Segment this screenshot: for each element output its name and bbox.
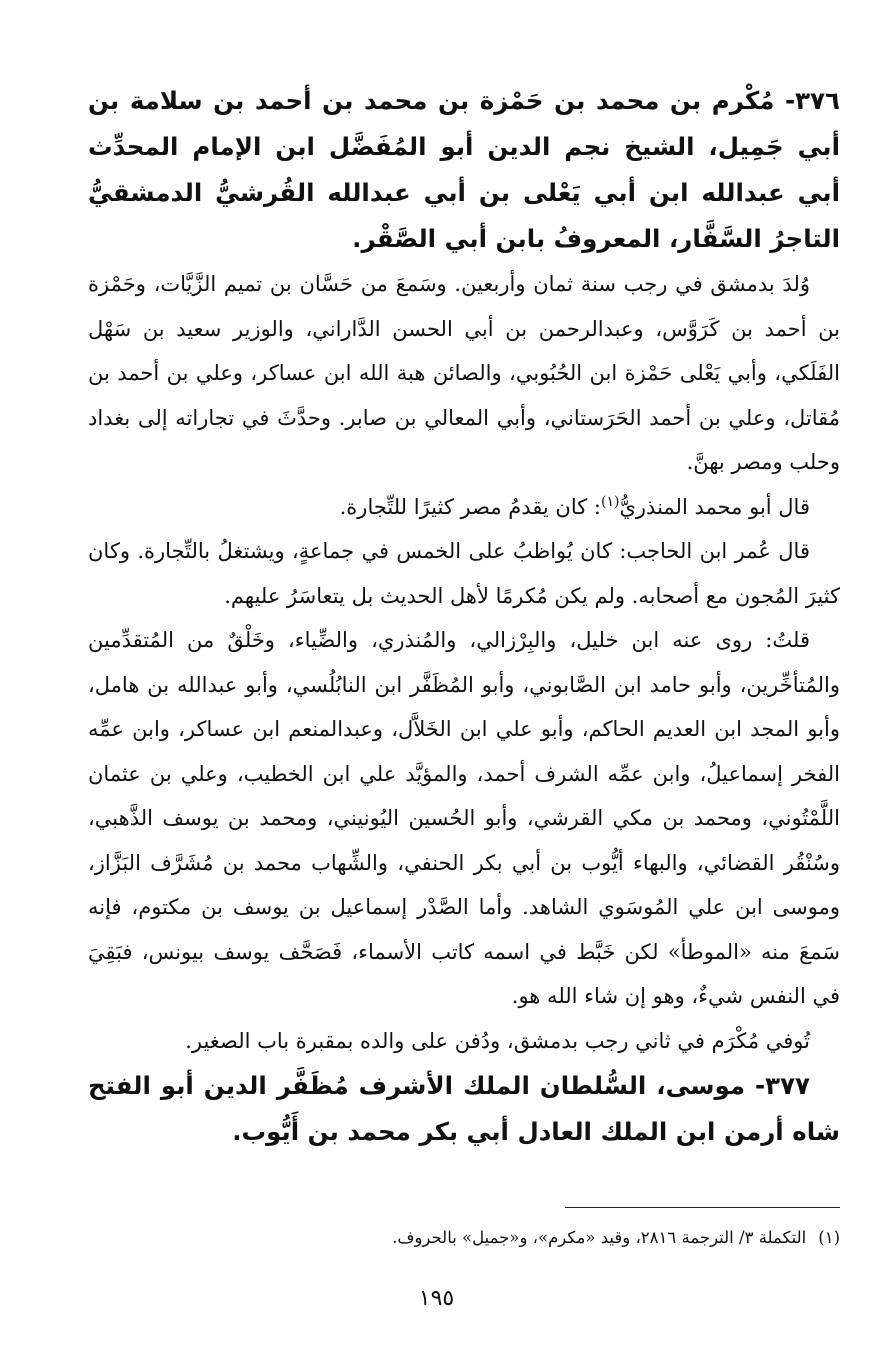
death-paragraph: تُوفي مُكْرَم في ثاني رجب بدمشق، ودُفن على والده بمقبرة باب الصغير.: [185, 1028, 810, 1053]
page-number: ١٩٥: [418, 1286, 455, 1311]
entry-376-heading: ٣٧٦- مُكْرم بن محمد بن حَمْزة بن محمد بن أحمد بن سلامة بن أبي جَمِيل، الشيخ نجم الدين أبو المُفَضَّل ابن الإمام المحدِّث أبي عبدالله ابن أبي يَعْلى بن أبي عبدالله القُرشيُّ الدمشقيُّ التاجرُ السَّفَّار، المعروفُ بابن أبي الصَّقْر.: [88, 86, 840, 253]
footnote-divider: [565, 1207, 840, 1208]
footnote-number: (١): [818, 1228, 840, 1247]
footnote-marker: (١): [601, 493, 620, 510]
birth-paragraph: وُلدَ بدمشق في رجب سنة ثمان وأربعين. وسَمعَ من حَسَّان بن تميم الزَّيَّات، وحَمْزة بن أحمد بن كَرَوَّس، وعبدالرحمن بن أبي الحسن الدَّاراني، والوزير سعيد بن سَهْل الفَلَكي، وأبي يَعْلى حَمْزة ابن الحُبُوبي، والصائن هبة الله ابن عساكر، وعلي بن أحمد بن مُقاتل، وعلي بن أحمد الحَرَستاني، وأبي المعالي بن صابر. وحدَّثَ في تجاراته إلى بغداد وحلب ومصر بهنَّ.: [88, 272, 840, 474]
mundhiri-quote: [88, 485, 840, 530]
mundhiri-quote-intro: قال أبو محمد المنذريُّ: [619, 494, 810, 519]
hajib-quote: قال عُمر ابن الحاجب: كان يُواظبُ على الخمس في جماعةٍ، ويشتغلُ بالتِّجارة. وكان كثيرَ المُجون مع أصحابه. ولم يكن مُكرمًا لأهل الحديث بل يتعاسَرُ عليهم.: [88, 539, 840, 608]
page-body: [88, 78, 840, 1155]
footnote-text: التكملة ٣/ الترجمة ٢٨١٦، وقيد «مكرم»، و«جميل» بالحروف.: [392, 1228, 807, 1247]
mundhiri-quote-text: : كان يقدمُ مصر كثيرًا للتِّجارة.: [339, 494, 601, 519]
narrators-paragraph: قلتُ: روى عنه ابن خليل، والبِرْزالي، والمُنذري، والضِّياء، وخَلْقٌ من المُتقدِّمين والمُتأخِّرين، وأبو حامد ابن الصَّابوني، وأبو المُظَفَّر ابن النابُلُسي، وأبو عبدالله بن هامل، وأبو المجد ابن العديم الحاكم، وأبو علي ابن الخَلاَّل، وعبدالمنعم ابن عساكر، وابن عمِّه الفخر إسماعيلُ، وابن عمِّه الشرف أحمد، والمؤيَّد علي ابن الخطيب، وعلي بن عثمان اللَّمْتُوني، ومحمد بن مكي القرشي، وأبو الحُسين اليُونيني، ومحمد بن يوسف الذَّهبي، وسُنْقُر القضائي، والبهاء أيُّوب بن أبي بكر الحنفي، والشِّهاب محمد بن مُشَرَّف البَزَّاز، وموسى ابن علي المُوسَوي الشاهد. وأما الصَّدْر إسماعيل بن يوسف بن مكتوم، فإنه سَمعَ منه «الموطأ» لكن خَبَّط في اسمه كاتب الأسماء، فَصَحَّف يوسف بيونس، فبَقِيَ في النفس شيءٌ، وهو إن شاء الله هو.: [88, 628, 840, 1008]
entry-377-heading: ٣٧٧- موسى، السُّلطان الملك الأشرف مُظَفَّر الدين أبو الفتح شاه أرمن ابن الملك العادل أبي بكر محمد بن أَيُّوب.: [88, 1071, 840, 1146]
footnote: [120, 1226, 840, 1250]
